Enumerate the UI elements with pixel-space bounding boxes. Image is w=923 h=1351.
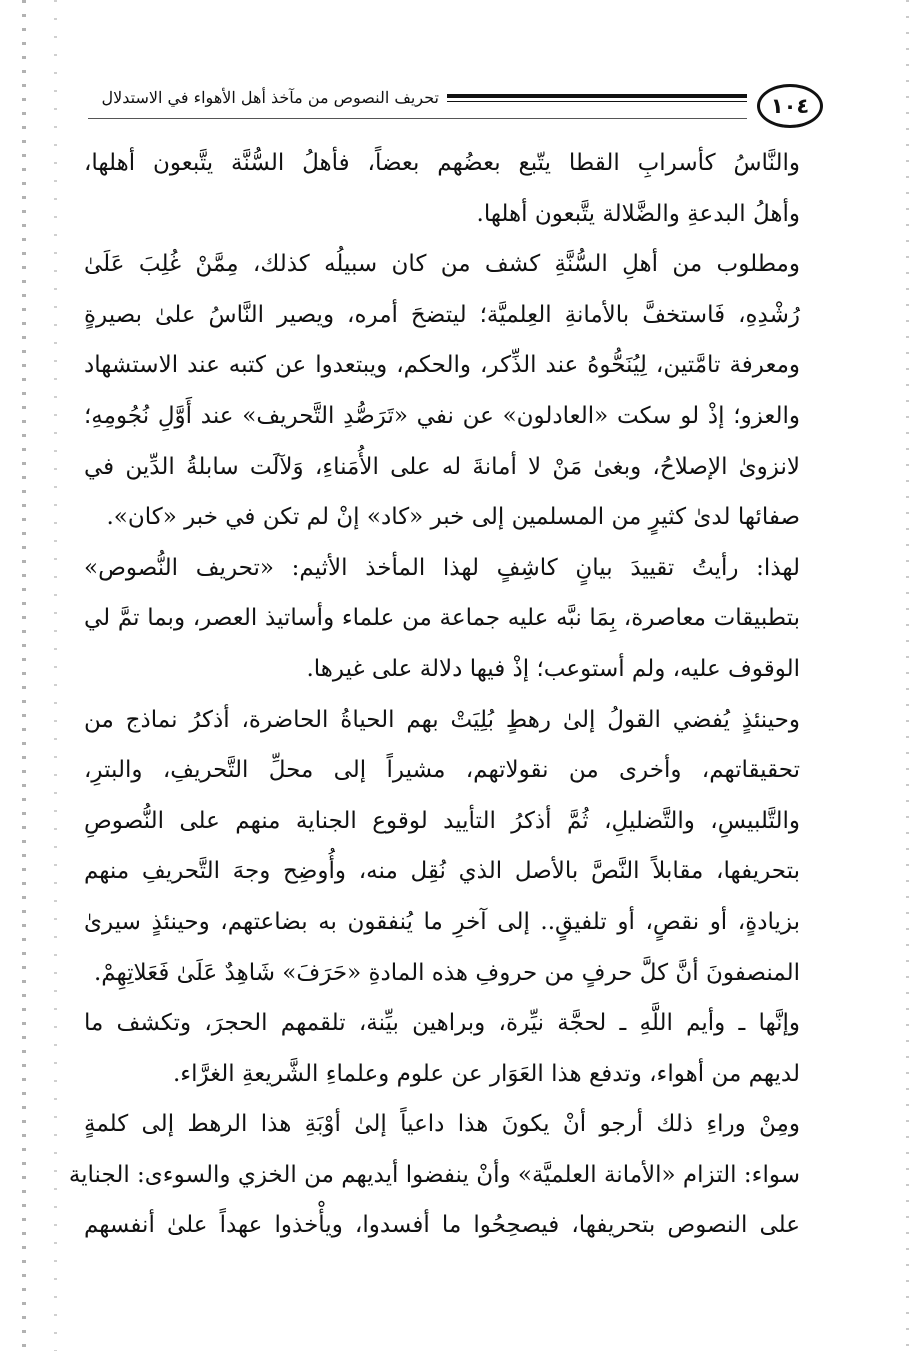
page-header [88,80,823,136]
text-line: لانزوىٰ الإصلاحُ، وبغىٰ مَنْ لا أمانةَ له على الأُمَناءِ، وَلآلَت سابلةُ الدِّين في [84,453,800,480]
text-line: وحينئذٍ يُفضي القولُ إلىٰ رهطٍ بُلِيَتْ بهم الحياةُ الحاضرة، أذكرُ نماذج من [84,706,800,733]
scan-edge-right [906,0,909,1351]
text-line: بزيادةٍ، أو نقصٍ، أو تلفيقٍ.. إلى آخرِ ما يُنفقون به بضاعتهم، وحينئذٍ سيرىٰ [84,908,800,935]
text-line: والتَّلبيسِ، والتَّضليلِ، ثُمَّ أذكرُ التأييد لوقوع الجناية منهم على النُّصوصِ [84,807,800,834]
paragraph [84,998,830,1099]
text-line: لهذا: رأيتُ تقييدَ بيانٍ كاشِفٍ لهذا المأخذ الأثيم: «تحريف النُّصوص» [84,554,800,581]
running-title: تحريف النصوص من مآخذ أهل الأهواء في الاستدلال [101,88,439,107]
paragraph [68,1099,830,1251]
text-line: الوقوف عليه، ولم أستوعب؛ إذْ فيها دلالة على غيرها. [306,655,800,682]
scan-edge-left-inner [54,0,57,1351]
text-line: رُشْدِهِ، فَاستخفَّ بالأمانةِ العِلميَّة؛ ليتضحَ أمره، ويصير النَّاسُ علىٰ بصيرةٍ [84,301,800,328]
page-body [68,138,830,1251]
header-underline [88,118,747,119]
paragraph [84,543,830,695]
text-line: ومعرفة تامَّتين، لِيُنَحُّوهُ عند الذِّكر، والحكم، ويبتعدوا عن كتبه عند الاستشهاد [84,352,800,379]
scan-edge-left [22,0,26,1351]
header-decorative-rule [447,94,747,102]
text-line: صفائها لدىٰ كثيرٍ من المسلمين إلى خبر «كاد» إنْ لم تكن في خبر «كان». [106,504,800,531]
text-line: المنصفونَ أنَّ كلَّ حرفٍ من حروفِ هذه المادةِ «حَرَفَ» شَاهِدٌ عَلَىٰ فَعَلاتِهِمْ. [93,959,800,986]
text-line: تحقيقاتهم، وأخرى من نقولاتهم، مشيراً إلى محلِّ التَّحريفِ، والبترِ، [84,757,800,784]
text-line: بتحريفها، مقابلاً النَّصَّ بالأصل الذي نُقِل منه، وأُوضِح وجهَ التَّحريفِ منهم [84,858,801,885]
text-line: وإنَّها ـ وأيم اللَّهِ ـ لحجَّة نيِّرة، وبراهين بيِّنة، تلقمهم الحجرَ، وتكشف ما [84,1010,800,1037]
paragraph [84,138,830,239]
page-number: ١٠٤ [757,84,823,128]
text-line: سواء: التزام «الأمانة العلميَّة» وأنْ ينفضوا أيديهم من الخزي والسوءى: الجناية [68,1161,800,1188]
text-line: ومطلوب من أهلِ السُّنَّةِ كشف من كان سبيلُه كذلك، مِمَّنْ غُلِبَ عَلَىٰ [84,251,800,278]
text-line: والنَّاسُ كأسرابِ القطا يتّبع بعضُهم بعضاً، فأهلُ السُّنَّة يتَّبعون أهلها، [84,150,800,176]
text-line: والعزو؛ إذْ لو سكت «العادلون» عن نفي «تَرَصُّدِ التَّحريف» عند أَوَّلِ نُجُومِهِ؛ [84,402,800,429]
text-line: لديهم من أهواء، وتدفع هذا العَوَار عن علوم وعلماءِ الشَّريعةِ الغرَّاء. [172,1060,800,1087]
text-line: على النصوص بتحريفها، فيصحِحُوا ما أفسدوا، ويأْخذوا عهداً علىٰ أنفسهم [84,1212,800,1239]
text-line: بتطبيقات معاصرة، بِمَا نبَّه عليه جماعة من علماء وأساتيذ العصر، وبما تمَّ لي [84,605,800,632]
paragraph [84,239,830,543]
text-line: وأهلُ البدعةِ والضَّلالة يتَّبعون أهلها. [476,200,800,227]
text-line: ومِنْ وراءِ ذلك أرجو أنْ يكونَ هذا داعياً إلىٰ أوْبَةِ هذا الرهط إلى كلمةٍ [84,1111,800,1138]
paragraph [84,695,830,999]
